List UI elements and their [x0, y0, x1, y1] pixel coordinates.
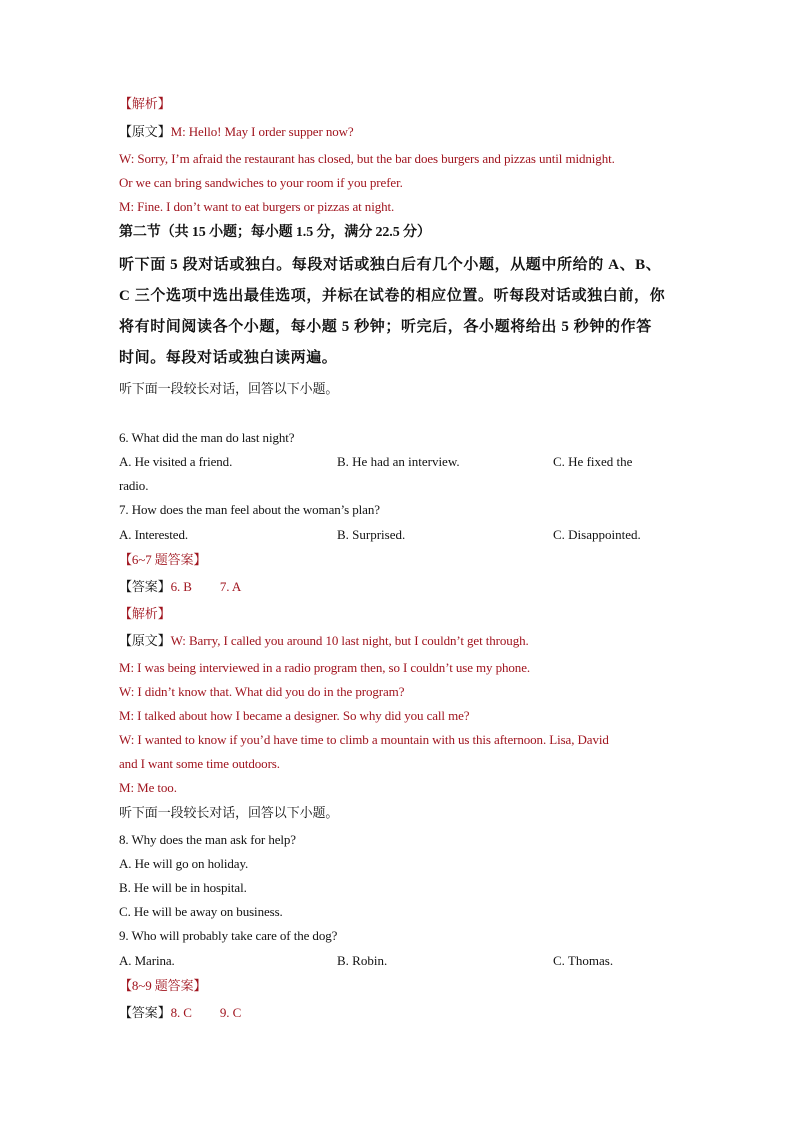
instruction-line: 将有时间阅读各个小题，每小题 5 秒钟；听完后，各小题将给出 5 秒钟的作答	[119, 319, 652, 335]
question-7: 7. How does the man feel about the woman’s plan?	[119, 502, 380, 517]
answer-value: 6. B	[170, 579, 192, 594]
option-c-continued: radio.	[119, 478, 149, 493]
answer-line	[119, 579, 241, 595]
option-b: B. Robin.	[337, 953, 388, 968]
script-tag: 【原文】	[119, 124, 171, 139]
option-c: C. He fixed the	[553, 454, 633, 469]
script-text: M: Hello! May I order supper now?	[170, 124, 354, 139]
script-line: W: I wanted to know if you’d have time to climb a mountain with us this afternoon. Lisa, David	[119, 732, 609, 747]
option-a: A. Marina.	[119, 953, 175, 968]
option-c: C. Thomas.	[553, 953, 614, 968]
script-line: Or we can bring sandwiches to your room if you prefer.	[119, 175, 403, 190]
question-6: 6. What did the man do last night?	[119, 430, 295, 445]
option-c: C. He will be away on business.	[119, 904, 283, 919]
answer-tag: 【答案】	[119, 1005, 171, 1020]
script-line: M: I talked about how I became a designer. So why did you call me?	[119, 708, 470, 723]
script-line	[119, 633, 529, 649]
option-c: C. Disappointed.	[553, 527, 641, 542]
script-line: W: I didn’t know that. What did you do in the program?	[119, 684, 405, 699]
script-line: W: Sorry, I’m afraid the restaurant has closed, but the bar does burgers and pizzas until midnight.	[119, 151, 615, 166]
instruction-line: 听下面 5 段对话或独白。每段对话或独白后有几个小题，从题中所给的 A、B、	[119, 257, 662, 273]
answer-value: 7. A	[219, 579, 242, 594]
analysis-tag: 【解析】	[119, 606, 171, 621]
section-heading: 第二节（共 15 小题；每小题 1.5 分，满分 22.5 分）	[119, 225, 431, 240]
script-line: M: Me too.	[119, 780, 177, 795]
script-line	[119, 124, 354, 140]
instruction-line: 时间。每段对话或独白读两遍。	[119, 350, 338, 366]
script-line: M: Fine. I don’t want to eat burgers or pizzas at night.	[119, 199, 395, 214]
option-a: A. He visited a friend.	[119, 454, 233, 469]
question-9: 9. Who will probably take care of the dog?	[119, 928, 338, 943]
answer-value: 9. C	[219, 1005, 242, 1020]
question-8: 8. Why does the man ask for help?	[119, 832, 296, 847]
script-text: W: Barry, I called you around 10 last night, but I couldn’t get through.	[170, 633, 529, 648]
option-a: A. Interested.	[119, 527, 188, 542]
script-line: and I want some time outdoors.	[119, 756, 280, 771]
answer-tag: 【答案】	[119, 579, 171, 594]
analysis-tag: 【解析】	[119, 96, 171, 111]
option-b: B. He had an interview.	[337, 454, 460, 469]
listen-prompt: 听下面一段较长对话，回答以下小题。	[119, 805, 339, 820]
option-a: A. He will go on holiday.	[119, 856, 249, 871]
listen-prompt: 听下面一段较长对话，回答以下小题。	[119, 381, 339, 396]
answer-value: 8. C	[170, 1005, 192, 1020]
answer-range-tag: 【6~7 题答案】	[119, 552, 207, 567]
option-b: B. He will be in hospital.	[119, 880, 247, 895]
script-line: M: I was being interviewed in a radio program then, so I couldn’t use my phone.	[119, 660, 531, 675]
answer-range-tag: 【8~9 题答案】	[119, 978, 207, 993]
answer-line	[119, 1005, 241, 1021]
instruction-line: C 三个选项中选出最佳选项，并标在试卷的相应位置。听每段对话或独白前，你	[119, 288, 666, 304]
script-tag: 【原文】	[119, 633, 171, 648]
option-b: B. Surprised.	[337, 527, 406, 542]
